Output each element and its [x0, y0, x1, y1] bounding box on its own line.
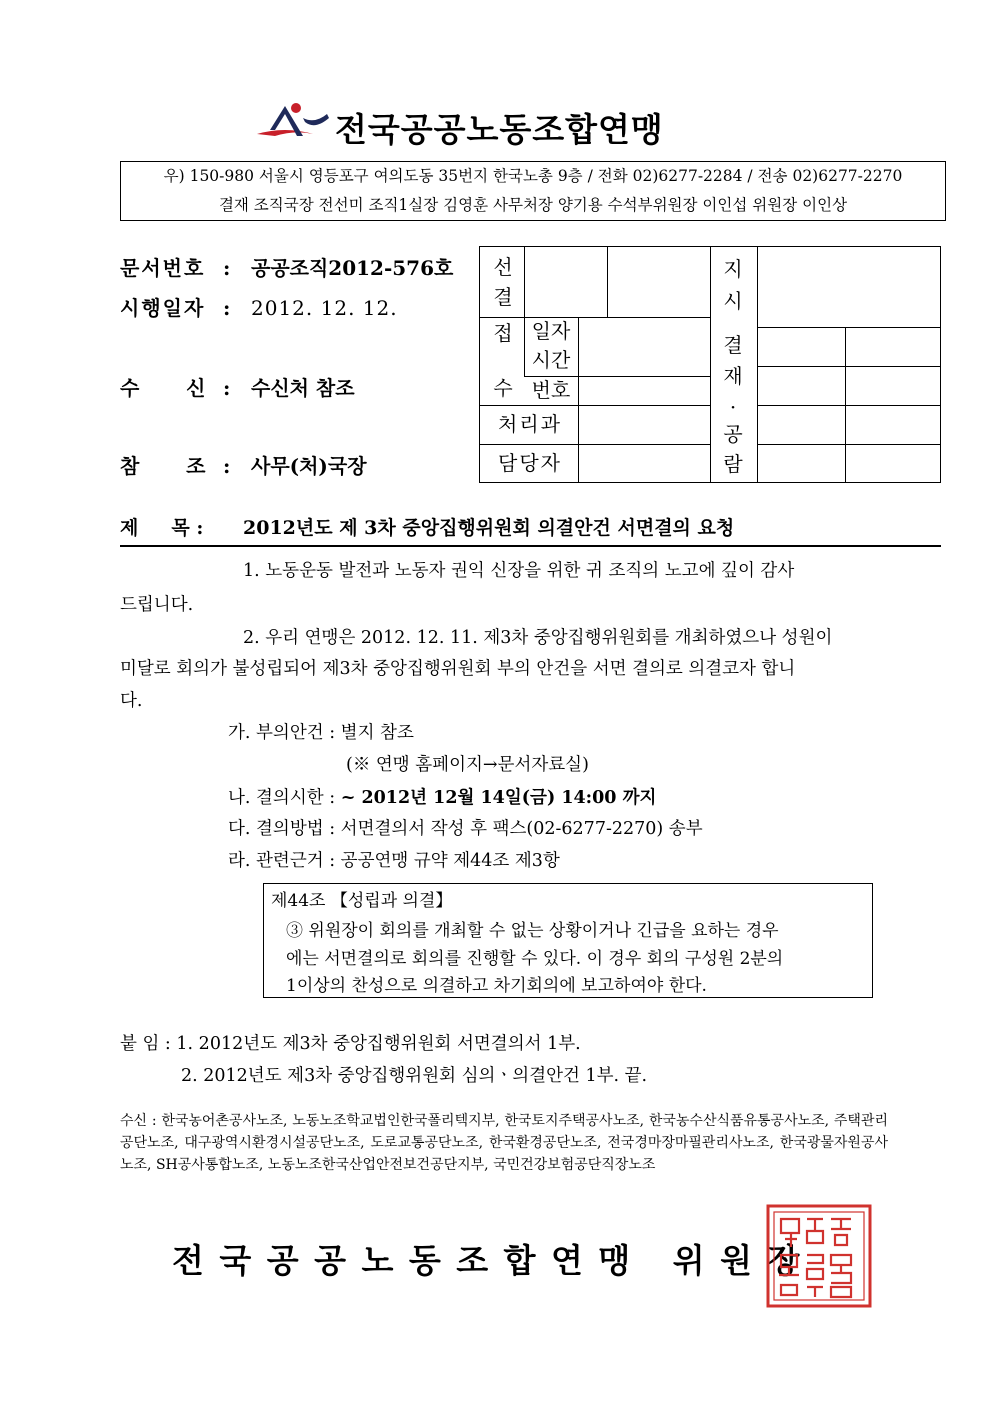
grid-su: 수: [493, 376, 513, 400]
address-line: 우) 150-980 서울시 영등포구 여의도동 35번지 한국노총 9층 / 전화 02)6277-2284 / 전송 02)6277-2270: [163, 167, 903, 185]
attachment-label: 붙 임 :: [120, 1034, 171, 1054]
grid-gyeol: 결: [493, 285, 513, 309]
item-ga-note: (※ 연맹 홈페이지→문서자료실): [346, 755, 589, 775]
grid-ilja: 일자: [531, 319, 571, 343]
item-da: 다. 결의방법 : 서면결의서 작성 후 팩스(02-6277-2270) 송부: [228, 819, 703, 839]
doc-number-label: 문서번호: [120, 256, 206, 280]
grid-beonho: 번호: [531, 378, 571, 402]
grid-damdangja: 담당자: [498, 451, 562, 475]
paragraph-2-line-2: 미달로 회의가 불성립되어 제3차 중앙집행위원회 부의 안건을 서면 결의로 의결코자 합니: [120, 659, 796, 679]
org-title: 전국공공노동조합연맹: [335, 110, 664, 149]
reference-label: 참 조: [120, 454, 208, 478]
grid-jae: 재: [723, 364, 743, 388]
doc-number-row: [120, 252, 453, 281]
subject-row: [120, 513, 734, 540]
date-value: 2012. 12. 12.: [251, 296, 398, 320]
colon: :: [223, 256, 231, 280]
grid-ji: 지: [723, 257, 743, 281]
recipient-label: 수 신: [120, 376, 208, 400]
attachment-row-1: [120, 1030, 581, 1055]
address-box: [120, 161, 946, 221]
grid-jeop: 접: [493, 321, 513, 345]
article-line-2: 에는 서면결의로 회의를 진행할 수 있다. 이 경우 회의 구성원 2분의: [286, 949, 784, 969]
union-logo-icon: [255, 100, 335, 145]
subject-divider: [120, 545, 941, 547]
date-label: 시행일자: [120, 296, 206, 320]
colon: :: [223, 376, 231, 400]
article-box: [263, 883, 873, 998]
recipient-row: [120, 372, 355, 401]
article-title: 제44조 【성립과 의결】: [271, 891, 453, 911]
article-line-3: 1이상의 찬성으로 의결하고 차기회의에 보고하여야 한다.: [286, 976, 707, 996]
reference-row: [120, 450, 367, 479]
recipients-list: 수신 : 한국농어촌공사노조, 노동노조학교법인한국폴리텍지부, 한국토지주택공사노조, 한국농수산식품유통공사노조, 주택관리공단노조, 대구광역시환경시설공단노조, 도로교통공단노조, 한국환경공단노조, 전국경마장마필관리사노조, 한국광물자원공사노조, SH공사통합노조, 노동노조한국산업안전보건공단지부, 국민건강보험공단직장노조: [120, 1113, 888, 1173]
date-row: [120, 292, 398, 321]
recipient-value: 수신처 참조: [251, 376, 355, 400]
item-ra: 라. 관련근거 : 공공연맹 규약 제44조 제3항: [228, 851, 560, 871]
grid-gyeol2: 결: [723, 333, 743, 357]
paragraph-2-line-3: 다.: [120, 691, 143, 711]
attachment-item-2: 2. 2012년도 제3차 중앙집행위원회 심의ㆍ의결안건 1부. 끝.: [181, 1066, 648, 1086]
signature-line: 전국공공노동조합연맹 위원장: [172, 1241, 815, 1280]
grid-ram: 람: [723, 452, 743, 476]
paragraph-1-line-2: 드립니다.: [120, 595, 194, 615]
subject-label: 제 목 :: [120, 517, 204, 539]
item-na-label: 나. 결의시한 :: [228, 788, 336, 808]
grid-seon: 선: [493, 255, 513, 279]
item-ga: 가. 부의안건 : 별지 참조: [228, 723, 414, 743]
grid-cheorigwa: 처리과: [498, 412, 562, 436]
item-na: [228, 784, 656, 809]
doc-number-value: 공공조직2012-576호: [251, 256, 454, 280]
article-line-1: ③ 위원장이 회의를 개최할 수 없는 상황이거나 긴급을 요하는 경우: [286, 921, 779, 941]
item-na-value: ~ 2012년 12월 14일(금) 14:00 까지: [340, 788, 657, 808]
paragraph-2-line-1: 2. 우리 연맹은 2012. 12. 11. 제3차 중앙집행위원회를 개최하였으나 성원이: [243, 628, 833, 648]
grid-dot: ·: [729, 395, 737, 419]
reference-value: 사무(처)국장: [251, 454, 367, 478]
colon: :: [223, 454, 231, 478]
approval-grid: [479, 246, 941, 483]
grid-gong: 공: [723, 422, 743, 446]
subject-text: 2012년도 제 3차 중앙집행위원회 의결안건 서면결의 요청: [243, 517, 735, 539]
colon: :: [223, 296, 231, 320]
paragraph-1-line-1: 1. 노동운동 발전과 노동자 권익 신장을 위한 귀 조직의 노고에 깊이 감사: [243, 561, 795, 581]
attachment-item-1: 1. 2012년도 제3차 중앙집행위원회 서면결의서 1부.: [176, 1034, 581, 1054]
grid-si: 시: [723, 289, 743, 313]
grid-sigan: 시간: [531, 348, 571, 372]
official-seal-icon: [765, 1203, 873, 1309]
approval-line: 결재 조직국장 전선미 조직1실장 김영훈 사무처장 양기용 수석부위원장 이인섭 위원장 이인상: [218, 196, 848, 214]
